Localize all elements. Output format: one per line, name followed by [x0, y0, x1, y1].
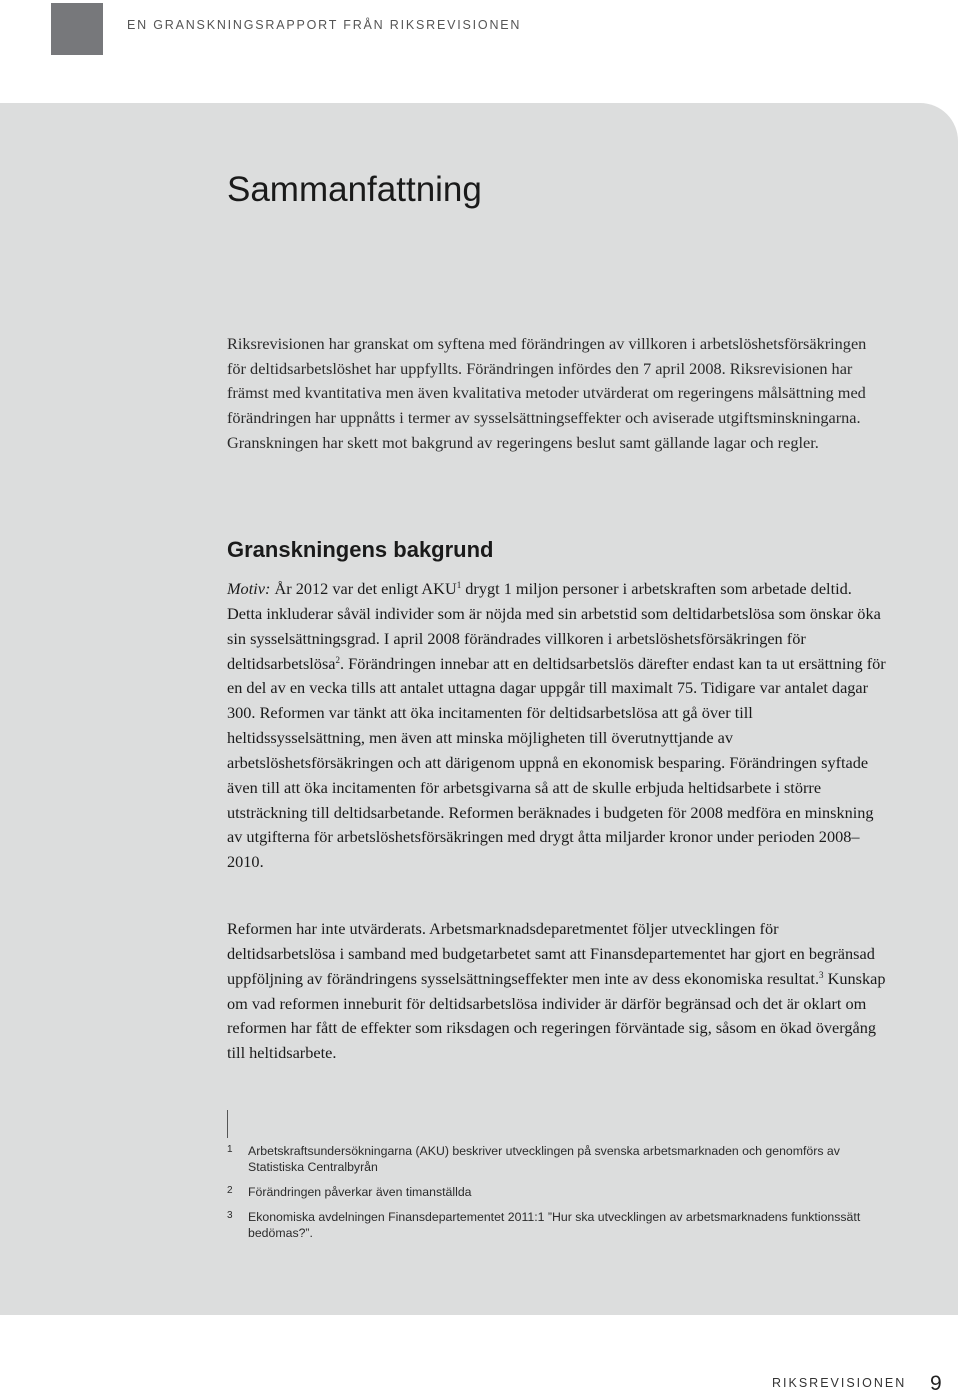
- footnote-number: 2: [227, 1185, 233, 1196]
- footer-organization: RIKSREVISIONEN: [772, 1376, 907, 1390]
- background-paragraph-2: [227, 917, 887, 1066]
- footnote-number: 1: [227, 1144, 233, 1155]
- footnote-text: Arbetskraftsundersökningarna (AKU) beskriver utvecklingen på svenska arbetsmarknaden och genomförs av Statistiska Centralbyrån: [248, 1144, 840, 1174]
- footnote-item: [227, 1143, 887, 1175]
- p2-text-1: Reformen har inte utvärderats. Arbetsmarknadsdeparetmentet följer utvecklingen för deltidsarbetslösa i samband med budgetarbetet samt att Finansdepartementet har gjort en begränsad uppföljning av förändringens sysselsättningseffekter men inte av dess ekonomiska resultat.: [227, 919, 875, 988]
- page-title: Sammanfattning: [227, 170, 482, 209]
- footnote-divider: [227, 1110, 228, 1138]
- motiv-label: Motiv:: [227, 579, 271, 598]
- footnote-text: Förändringen påverkar även timanställda: [248, 1185, 472, 1199]
- footnote-ref-3: 3: [819, 969, 824, 980]
- p1-text-3: . Förändringen innebar att en deltidsarbetslös därefter endast kan ta ut ersättning för en del av en vecka tills att antalet uttagna dagar uppgår till maximalt 75. Tidigare var antalet dagar 300. Reformen var tänkt att öka incitamenten för deltidsarbetslösa att gå över till heltidssysselsättning, men även att minska möjligheten till överutnyttjande av arbetslöshetsförsäkringen och att därigenom uppnå en ekonomisk besparing. Förändringen syftade även till att öka incitamenten för arbetsgivarna så att de skulle erbjuda heltidsarbete i större utsträckning till deltidsarbetande. Reformen beräknades i budgeten för 2008 medföra en minskning av utgifterna för arbetslöshetsförsäkringen med drygt åtta miljarder kronor under perioden 2008–2010.: [227, 653, 886, 872]
- footnote-number: 3: [227, 1210, 233, 1221]
- background-paragraph-1: [227, 577, 887, 875]
- p1-text-2: drygt 1 miljon personer i arbetskraften som arbetade deltid. Detta inkluderar såväl individer som är nöjda med sin arbetstid som deltidarbetslösa som önskar öka sin sysselsättningsgrad. I april 2008 förändrades villkoren i arbetslöshetsförsäkringen för deltidsarbetslösa: [227, 579, 881, 673]
- footnotes: [227, 1143, 887, 1250]
- footnote-ref-1: 1: [456, 580, 462, 590]
- p1-text-1: År 2012 var det enligt AKU: [270, 579, 457, 598]
- section-heading: Granskningens bakgrund: [227, 537, 494, 562]
- page-number: 9: [930, 1372, 942, 1395]
- running-head: EN GRANSKNINGSRAPPORT FRÅN RIKSREVISIONEN: [127, 18, 522, 32]
- footnote-ref-2: 2: [335, 654, 341, 665]
- header-corner-block: [51, 3, 103, 55]
- p2-text-2: Kunskap om vad reformen inneburit för deltidsarbetslösa individer är därför begränsad och det är oklart om reformen har fått de effekter som riksdagen och regeringen förväntade sig, såsom en ökad övergång till heltidsarbete.: [227, 968, 886, 1063]
- footnote-item: [227, 1209, 887, 1241]
- footnote-text: Ekonomiska avdelningen Finansdepartementet 2011:1 ”Hur ska utvecklingen av arbetsmarknadens funktionssätt bedömas?”.: [248, 1210, 861, 1240]
- summary-paragraph: Riksrevisionen har granskat om syftena med förändringen av villkoren i arbetslöshetsförsäkringen för deltidsarbetslöshet har uppfyllts. Förändringen infördes den 7 april 2008. Riksrevisionen har främst med kvantitativa men även kvalitativa metoder utvärderat om regeringens målsättning med förändringen har uppnåtts i termer av sysselsättningseffekter och aviserade utgiftsminskningarna. Granskningen har skett mot bakgrund av regeringens beslut samt gällande lagar och regler.: [227, 334, 867, 452]
- footnote-item: [227, 1184, 887, 1200]
